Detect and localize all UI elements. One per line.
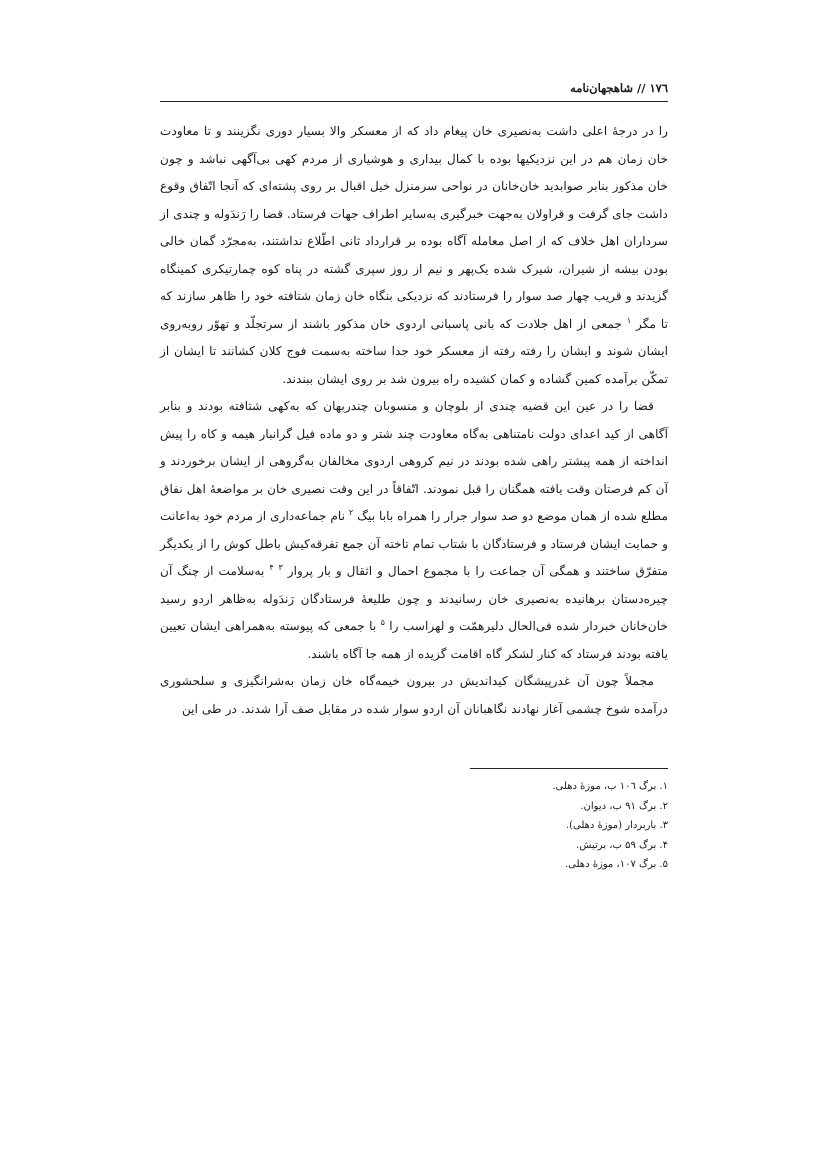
paragraph-text: جمعی از اهل جلادت که بانی پاسبانی اردوی خان مذکور باشند از سرتجلّد و تهوّر روبه‌روی ایشان شوند و ایشان را رفته رفته از معسکر خود جدا ساخته به‌سمت فوج کلان کشانند تا ایشان از تمکّن برآمده کمین گشاده و کمان کشیده راه بیرون شد بر روی ایشان ببندند. (160, 316, 668, 386)
footnote-item: ۲. برگ ۹۱ ب، دیوان. (580, 800, 668, 812)
footnote-item: ۱. برگ ۱۰٦ ب، موزهٔ دهلی. (552, 781, 668, 792)
footnote-divider (470, 768, 668, 769)
footnote-reference: ۱ (626, 315, 632, 325)
footnote-reference: ۲ (348, 507, 354, 517)
footnote-item: ۴. برگ ۵۹ ب، برتیش. (576, 839, 668, 851)
footnotes (400, 777, 668, 875)
running-header (160, 76, 668, 100)
main-text (160, 118, 668, 723)
paragraph-text: مجملاً چون آن غدرپیشگان کیداندیش در بیرون خیمه‌گاه خان زمان به‌شرانگیزی و سلحشوری درآمده شوخ چشمی آغاز نهادند نگاهبانان آن اردو سوار شده در مقابل صف آرا شدند. در طی این (160, 674, 668, 716)
header-divider (160, 101, 668, 102)
running-title: ۱۷٦ // شاهجهان‌نامه (570, 81, 668, 95)
paragraph-3 (160, 668, 668, 723)
paragraph-2 (160, 393, 668, 668)
paragraph-text: را در درجهٔ اعلی داشت به‌نصیری خان پیغام داد که از معسکر والا بسیار دوری نگزینند و تا معاودت خان زمان هم در این نزدیکیها بوده با کمال بیداری و هوشیاری از مردم کهی بی‌آگهی نباشد و چون خان مذکور بنابر صوابدید خان‌خانان در نواحی سرمنزل خیل اقبال بر روی پشته‌ای که آنجا اتّفاق وقوع داشت جای گرفت و قراولان به‌جهت خبرگیری به‌سایر اطراف جهات فرستاد. قضا را رَندَوله و چندی از سرداران اهل خلاف که از اصل معامله آگاه بوده بر قرارداد ثانی اطّلاع نداشتند، به‌مجرّد گمان خالی بودن بیشه از شیران، شیرک شده یک‌پهر و نیم از روز سپری گشته در پناه کوه چمارتیکری کمینگاه گزیدند و قریب چهار صد سوار را فرستادند که نزدیکی بنگاه خان زمان شتافته خود را ظاهر سازند که تا مگر (160, 124, 669, 331)
paragraph-text: به‌سلامت از چنگ آن چیره‌دستان برهانیده به‌نصیری خان رسانیدند و چون طلیعهٔ فرستادگان رَندَوله به‌ظاهر اردو رسید خان‌خانان خبردار شده فی‌الحال دلیرهمّت و لهراسب را (160, 564, 669, 633)
paragraph-text: قضا را در عین این قضیه چندی از بلوچان و منسوبان چندربهان که به‌کهی شتافته بودند و بنابر آگاهی از کید اعدای دولت نامتناهی به‌گاه معاودت چند شتر و دو ماده فیل گرانبار هیمه و کاه را پیش انداخته از همه پیشتر راهی شده بودند در نیم کروهی اردوی مخالفان به‌گروهی از ایشان برخوردند و آن کم فرصتان وقت یافته همگنان را قبل نمودند. اتّفاقاً در این وقت نصیری خان بر مواضعهٔ اهل نفاق مطلع شده از همان موضع دو صد سوار جرار را همراه بابا بیگ (160, 399, 669, 523)
paragraph-1 (160, 118, 668, 393)
footnote-item: ۳. باربردار (موزهٔ دهلی). (565, 820, 668, 831)
footnote-reference: ۳ (278, 562, 283, 572)
footnote-item: ۵. برگ ۱۰۷، موزهٔ دهلی. (564, 859, 668, 870)
footnote-reference: ۴ (269, 562, 274, 572)
paragraph-text: نام جماعه‌داری از مردم خود به‌اعانت و حمایت ایشان فرستاد و فرستادگان با شتاب تمام تاخته آن جمع تفرقه‌کیش باطل کوش را از یکدیگر متفرّق ساختند و همگی آن جماعت را با مجموع احمال و اثقال و بار پروار (160, 509, 668, 578)
paragraph-text: با جمعی که پیوسته به‌همراهی ایشان تعیین یافته بودند فرستاد که کنار لشکر گاه اقامت گزیده از همه جا آگاه باشند. (160, 619, 668, 661)
footnote-reference: ۵ (380, 617, 385, 627)
